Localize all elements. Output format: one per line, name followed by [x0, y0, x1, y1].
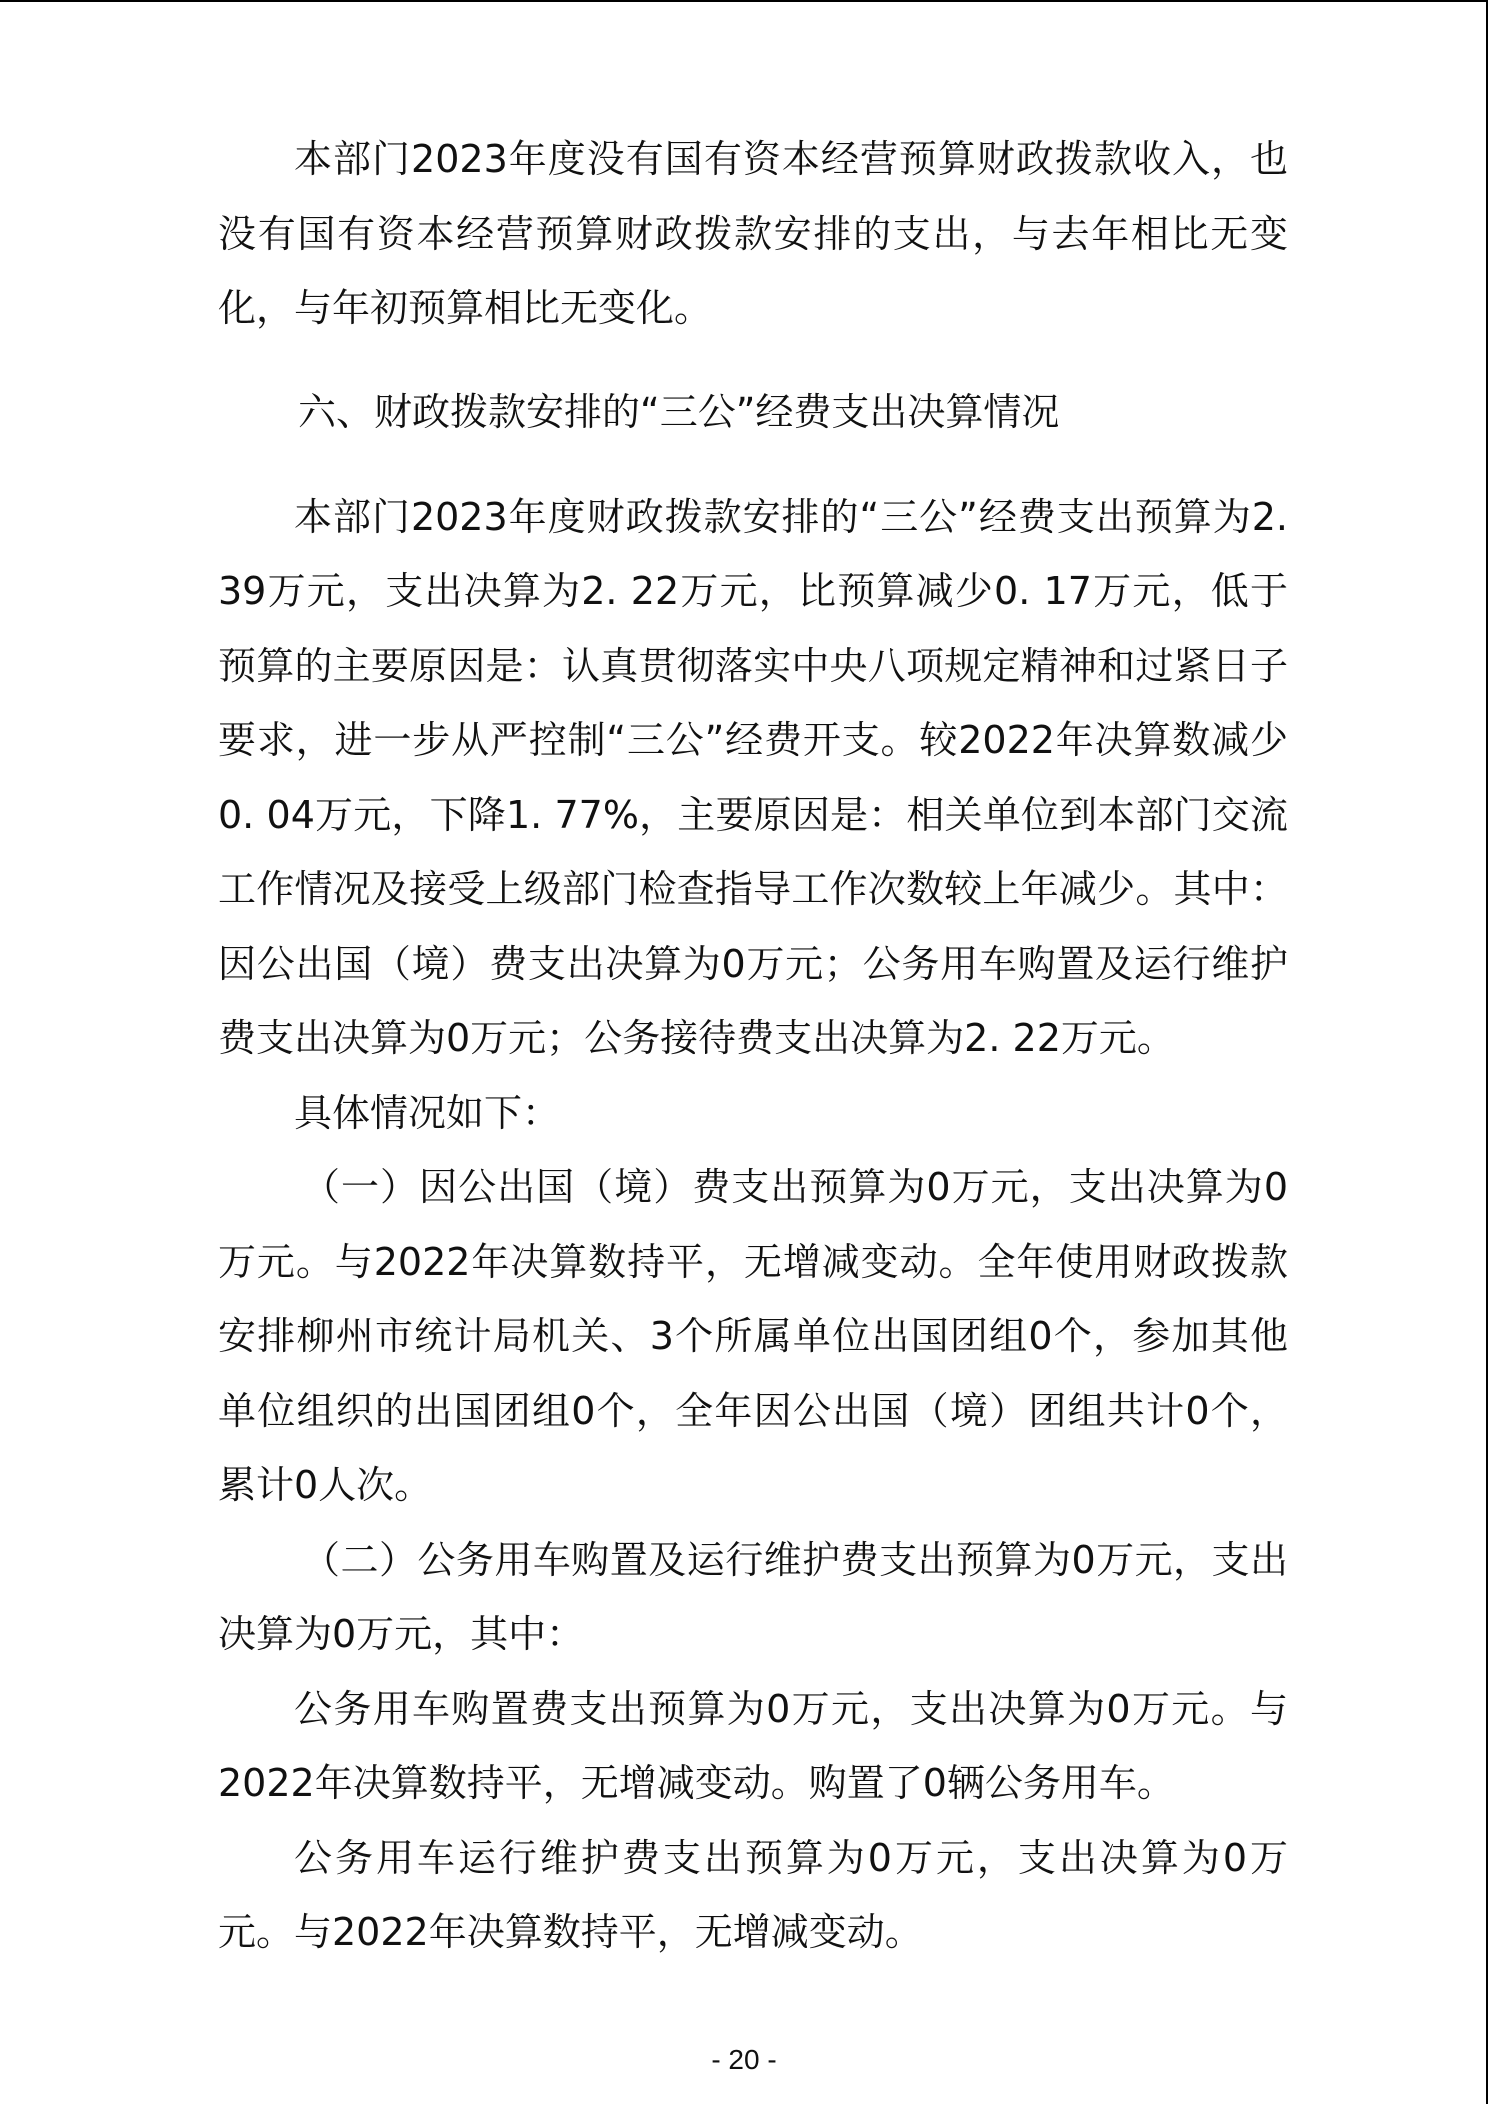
- paragraph-item-overseas-travel: （一）因公出国（境）费支出预算为0万元，支出决算为0万元。与2022年决算数持平，无增减变动。全年使用财政拨款安排柳州市统计局机关、3个所属单位出国团组0个，参加其他单位组织的出国团组0个，全年因公出国（境）团组共计0个，累计0人次。: [218, 1165, 1288, 1507]
- paragraph-state-capital-budget: 本部门2023年度没有国有资本经营预算财政拨款收入，也没有国有资本经营预算财政拨款安排的支出，与去年相比无变化，与年初预算相比无变化。: [218, 137, 1288, 330]
- paragraph-three-public-summary: 本部门2023年度财政拨款安排的“三公”经费支出预算为2. 39万元，支出决算为2. 22万元，比预算减少0. 17万元，低于预算的主要原因是：认真贯彻落实中央八项规定精神和过紧日子要求，进一步从严控制“三公”经费开支。较2022年决算数减少0. 04万元，下降1. 77%，主要原因是：相关单位到本部门交流工作情况及接受上级部门检查指导工作次数较上年减少。其中：因公出国（境）费支出决算为0万元；公务用车购置及运行维护费支出决算为0万元；公务接待费支出决算为2. 22万元。: [218, 494, 1288, 1060]
- paragraph-item-official-vehicles: （二）公务用车购置及运行维护费支出预算为0万元，支出决算为0万元，其中：: [218, 1537, 1288, 1656]
- section-heading: 六、财政拨款安排的“三公”经费支出决算情况: [298, 389, 1060, 434]
- page-number: - 20 -: [711, 2044, 777, 2075]
- document-body: [218, 122, 1288, 1970]
- paragraph-vehicle-purchase: 公务用车购置费支出预算为0万元，支出决算为0万元。与2022年决算数持平，无增减变动。购置了0辆公务用车。: [218, 1686, 1288, 1805]
- paragraph-vehicle-operation: 公务用车运行维护费支出预算为0万元，支出决算为0万元。与2022年决算数持平，无增减变动。: [218, 1835, 1288, 1954]
- paragraph-details-intro: 具体情况如下：: [294, 1090, 561, 1135]
